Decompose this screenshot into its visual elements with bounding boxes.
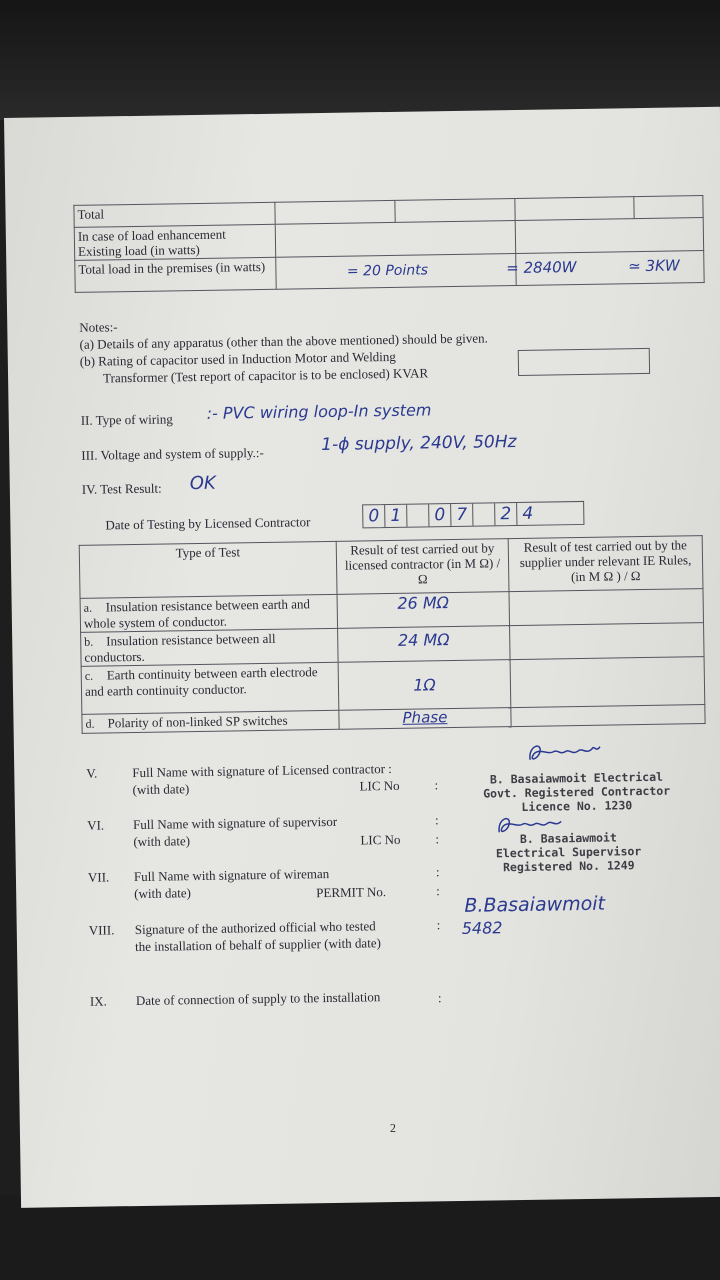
row-result: 1Ω xyxy=(413,674,436,695)
note-a: (a) Details of any apparatus (other than the above mentioned) should be given. xyxy=(79,330,488,352)
row-supplier xyxy=(510,657,705,708)
item-viii-line2: the installation of behalf of supplier (with date) xyxy=(134,935,381,955)
total-load-label: Total load in the premises (in watts) xyxy=(75,257,277,292)
voltage-value: 1-ϕ supply, 240V, 50Hz xyxy=(321,431,517,456)
row-supplier xyxy=(510,623,705,660)
row-type: Insulation resistance between all conductors. xyxy=(84,630,276,665)
item-vii-line2: (with date) xyxy=(134,885,191,902)
background-top xyxy=(0,0,720,120)
row-result: 26 MΩ xyxy=(397,593,450,613)
row-letter: a. xyxy=(83,600,93,615)
note-b-line2: Transformer (Test report of capacitor is to be enclosed) KVAR xyxy=(102,365,429,386)
total-label: Total xyxy=(74,202,276,227)
row-letter: b. xyxy=(84,634,94,649)
contractor-stamp xyxy=(476,770,677,815)
table-row xyxy=(80,594,338,632)
item-vi-lic: LIC No xyxy=(360,831,401,848)
item-v-num: V. xyxy=(86,765,98,781)
date-digit-4: 7 xyxy=(451,504,473,526)
background-bottom xyxy=(0,1195,720,1280)
date-digit-5: 2 xyxy=(495,503,517,525)
testing-date-label: Date of Testing by Licensed Contractor xyxy=(105,514,311,533)
wireman-name: B.Basaiawmoit xyxy=(464,892,606,917)
item-vi-colon2: : xyxy=(435,831,440,847)
item-vi-num: VI. xyxy=(87,817,105,833)
item-ix-num: IX. xyxy=(89,993,107,1009)
row-type: Earth continuity between earth electrode and earth continuity conductor. xyxy=(84,664,318,699)
watts-value: = 2840W xyxy=(506,258,577,278)
header-supplier: Result of test carried out by the supplier under relevant IE Rules, (in M Ω ) / Ω xyxy=(508,536,703,592)
table-row xyxy=(81,662,339,714)
item-vi-line1: Full Name with signature of supervisor xyxy=(132,813,338,833)
test-result-value: OK xyxy=(189,472,216,495)
row-letter: d. xyxy=(85,716,95,731)
row-type: Polarity of non-linked SP switches xyxy=(107,712,288,731)
testing-date-boxes xyxy=(362,501,584,528)
row-result: Phase xyxy=(402,708,448,727)
row-supplier xyxy=(509,589,704,626)
item-vii-num: VII. xyxy=(87,869,110,885)
row-result: 24 MΩ xyxy=(397,630,450,650)
supervisor-stamp-line2: Electrical Supervisor xyxy=(495,844,642,861)
voltage-label: III. Voltage and system of supply.:- xyxy=(81,444,264,463)
date-digit-2: 1 xyxy=(385,505,407,527)
points-value: = 20 Points xyxy=(346,262,429,280)
item-ix-line1: Date of connection of supply to the installation xyxy=(135,989,381,1009)
note-b-line1: (b) Rating of capacitor used in Induction Motor and Welding xyxy=(79,348,396,369)
page-number: 2 xyxy=(389,1120,397,1136)
item-vii-line1: Full Name with signature of wireman xyxy=(133,865,330,885)
date-digit-3: 0 xyxy=(429,504,451,526)
item-vii-colon2: : xyxy=(436,883,440,899)
kw-value: ≃ 3KW xyxy=(628,256,680,276)
notes-heading: Notes:- xyxy=(79,319,118,335)
item-v-colon: : xyxy=(434,777,439,793)
item-vi-line2: (with date) xyxy=(133,833,191,850)
contractor-stamp-line3: Licence No. 1230 xyxy=(521,798,633,814)
row-letter: c. xyxy=(84,668,94,683)
kvar-box xyxy=(518,348,650,376)
contractor-stamp-line2: Govt. Registered Contractor xyxy=(483,783,671,801)
enhancement-label: In case of load enhancement Existing load (in watts) xyxy=(74,224,276,260)
document-page xyxy=(4,107,720,1208)
item-ix-colon: : xyxy=(437,990,442,1006)
item-vii-permit: PERMIT No. xyxy=(316,884,387,901)
item-v-lic: LIC No xyxy=(359,777,400,794)
date-digit-6: 4 xyxy=(522,503,534,524)
test-result-label: IV. Test Result: xyxy=(81,480,162,497)
item-vii-colon1: : xyxy=(435,864,440,880)
item-vi-colon1: : xyxy=(434,812,439,828)
row-type: Insulation resistance between earth and whole system of conductor. xyxy=(83,596,311,631)
header-type: Type of Test xyxy=(79,541,337,598)
load-table xyxy=(73,195,704,293)
supervisor-stamp-line1: B. Basaiawmoit xyxy=(519,830,617,846)
contractor-signature xyxy=(524,737,604,768)
item-viii-line1: Signature of the authorized official who tested xyxy=(134,918,376,938)
item-viii-colon: : xyxy=(436,917,441,933)
wiring-label: II. Type of wiring xyxy=(80,411,173,428)
header-contractor: Result of test carried out by licensed contractor (in M Ω) / Ω xyxy=(336,539,509,595)
table-row xyxy=(82,710,339,733)
contractor-stamp-line1: B. Basaiawmoit Electrical xyxy=(489,769,664,787)
wiring-value: :- PVC wiring loop-In system xyxy=(206,400,432,423)
wireman-number: 5482 xyxy=(461,918,503,938)
item-v-line1: Full Name with signature of Licensed contractor : xyxy=(132,760,392,781)
row-supplier xyxy=(511,705,705,727)
supervisor-stamp-line3: Registered No. 1249 xyxy=(502,858,635,875)
date-digit-1: 0 xyxy=(363,505,385,527)
test-table xyxy=(79,535,706,734)
table-row xyxy=(81,628,339,666)
supervisor-stamp xyxy=(473,830,664,875)
item-v-line2: (with date) xyxy=(132,781,190,798)
item-viii-num: VIII. xyxy=(88,922,115,938)
